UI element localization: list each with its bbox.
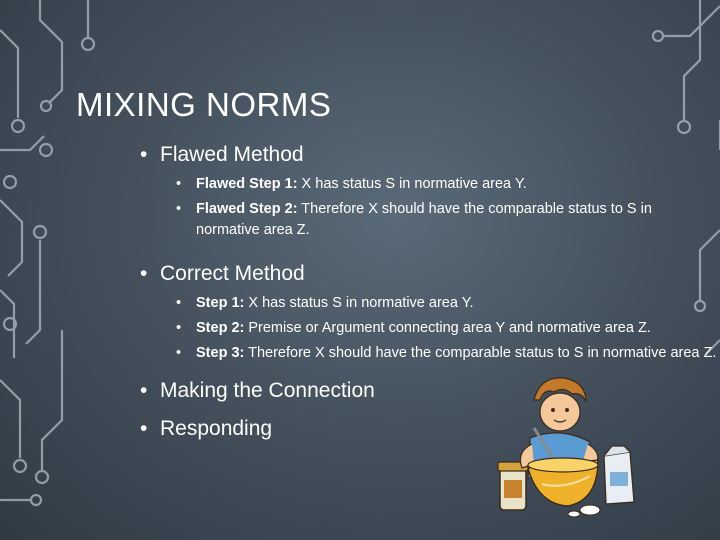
bullet-glyph: • [176,295,182,311]
bullet-glyph: • [140,262,148,285]
step-label: Step 3: [196,345,245,361]
step-text: X has status S in normative area Y. [244,295,474,311]
bullet-glyph: • [176,345,182,361]
bullet-glyph: • [176,201,182,217]
bullet-flawed-method [140,140,718,170]
step-label: Step 2: [196,320,245,336]
bullet-label: Correct Method [160,262,305,285]
bullet-label: Flawed Method [160,143,304,166]
sub-bullet [140,293,718,314]
child-mixing-bowl-clipart [494,372,644,520]
step-text: Therefore X should have the comparable status to S in normative area Z. [196,201,652,238]
bullet-label: Making the Connection [160,379,375,402]
sub-bullet [140,199,718,241]
step-label: Flawed Step 1: [196,176,298,192]
step-text: Therefore X should have the comparable status to S in normative area Z. [244,345,717,361]
slide-title: MIXING NORMS [76,86,332,123]
sub-bullet [140,174,718,195]
bullet-glyph: • [140,379,148,402]
step-label: Flawed Step 2: [196,201,298,217]
bullet-glyph: • [140,143,148,166]
bullet-glyph: • [176,176,182,192]
bullet-correct-method [140,259,718,289]
step-text: X has status S in normative area Y. [297,176,527,192]
sub-bullet [140,318,718,339]
bullet-glyph: • [176,320,182,336]
sub-bullet [140,343,718,364]
step-text: Premise or Argument connecting area Y and normative area Z. [244,320,651,336]
bullet-glyph: • [140,417,148,440]
bullet-label: Responding [160,417,273,440]
step-label: Step 1: [196,295,245,311]
